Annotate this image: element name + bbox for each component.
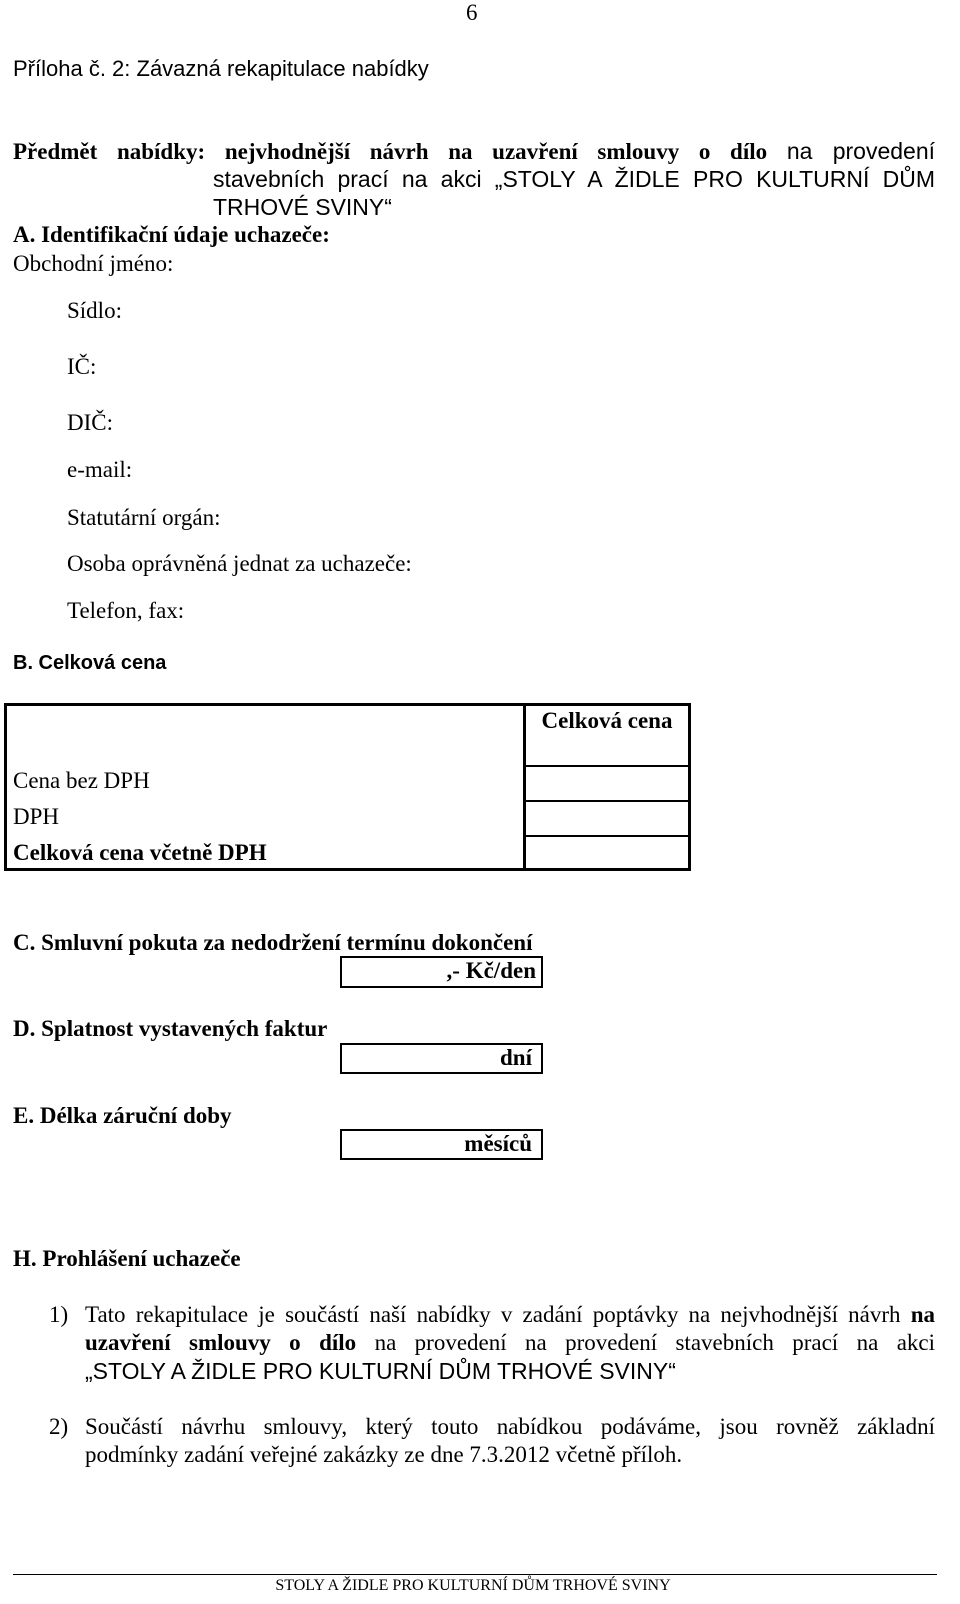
subject-line-3: TRHOVÉ SVINY“: [213, 194, 392, 220]
field-ic: IČ:: [67, 354, 97, 379]
price-row-label-without-vat: Cena bez DPH: [13, 768, 150, 793]
price-row-label-total: Celková cena včetně DPH: [13, 840, 267, 865]
declaration-1-line-1-bold: na: [910, 1302, 935, 1327]
declaration-1-line-2-text: na provedení na provedení stavebních prací na akci: [374, 1330, 936, 1355]
field-email: e-mail:: [67, 457, 133, 482]
section-d-title: D. Splatnost vystavených faktur: [13, 1016, 328, 1041]
declaration-2-line-2: podmínky zadání veřejné zakázky ze dne 7.3.2012 včetně příloh.: [85, 1442, 683, 1467]
field-business-name: Obchodní jméno:: [13, 251, 174, 276]
declaration-1-line-2-bold: uzavření smlouvy o dílo: [85, 1330, 357, 1355]
price-table-header: Celková cena: [541, 708, 673, 733]
price-cell-vat[interactable]: [527, 803, 687, 834]
declaration-2-line-1: Součástí návrhu smlouvy, který touto nabídkou podáváme, jsou rovněž základní: [85, 1414, 935, 1439]
subject-label: Předmět nabídky:: [13, 139, 206, 164]
declaration-1-line-1-text: Tato rekapitulace je součástí naší nabídky v zadání poptávky na nejvhodnější návrh: [85, 1302, 901, 1327]
price-row-label-vat: DPH: [13, 804, 60, 829]
section-h-title: H. Prohlášení uchazeče: [13, 1246, 241, 1271]
footer-rule: [13, 1574, 937, 1575]
penalty-unit: ,- Kč/den: [446, 958, 536, 983]
section-b-title: B. Celková cena: [13, 652, 167, 674]
declaration-1-line-3: „STOLY A ŽIDLE PRO KULTURNÍ DŮM TRHOVÉ SVINY“: [85, 1358, 676, 1384]
declaration-2-number: 2): [49, 1414, 69, 1439]
section-e-title: E. Délka záruční doby: [13, 1103, 232, 1128]
declaration-1-line-2: [85, 1330, 935, 1356]
subject-line-1: [13, 138, 935, 165]
field-phone-fax: Telefon, fax:: [67, 598, 185, 623]
section-a-title: A. Identifikační údaje uchazeče:: [13, 222, 330, 247]
declaration-1-number: 1): [49, 1302, 69, 1327]
section-c-title: C. Smluvní pokuta za nedodržení termínu dokončení: [13, 930, 533, 955]
declaration-1-line-1: [85, 1302, 935, 1328]
field-dic: DIČ:: [67, 410, 113, 435]
subject-text-end: na provedení: [786, 138, 936, 164]
page-number: 6: [466, 0, 478, 25]
invoice-due-unit: dní: [500, 1045, 532, 1070]
appendix-title: Příloha č. 2: Závazná rekapitulace nabídky: [13, 56, 429, 81]
subject-bold-text: nejvhodnější návrh na uzavření smlouvy o dílo: [224, 139, 768, 164]
warranty-unit: měsíců: [464, 1131, 532, 1156]
field-seat: Sídlo:: [67, 298, 122, 323]
price-cell-total[interactable]: [527, 838, 687, 867]
subject-line-2: stavebních prací na akci „STOLY A ŽIDLE PRO KULTURNÍ DŮM: [213, 166, 935, 192]
price-cell-without-vat[interactable]: [527, 768, 687, 799]
field-authorized-person: Osoba oprávněná jednat za uchazeče:: [67, 551, 412, 576]
footer-text: STOLY A ŽIDLE PRO KULTURNÍ DŮM TRHOVÉ SVINY: [275, 1577, 671, 1594]
field-statutory-body: Statutární orgán:: [67, 505, 221, 530]
